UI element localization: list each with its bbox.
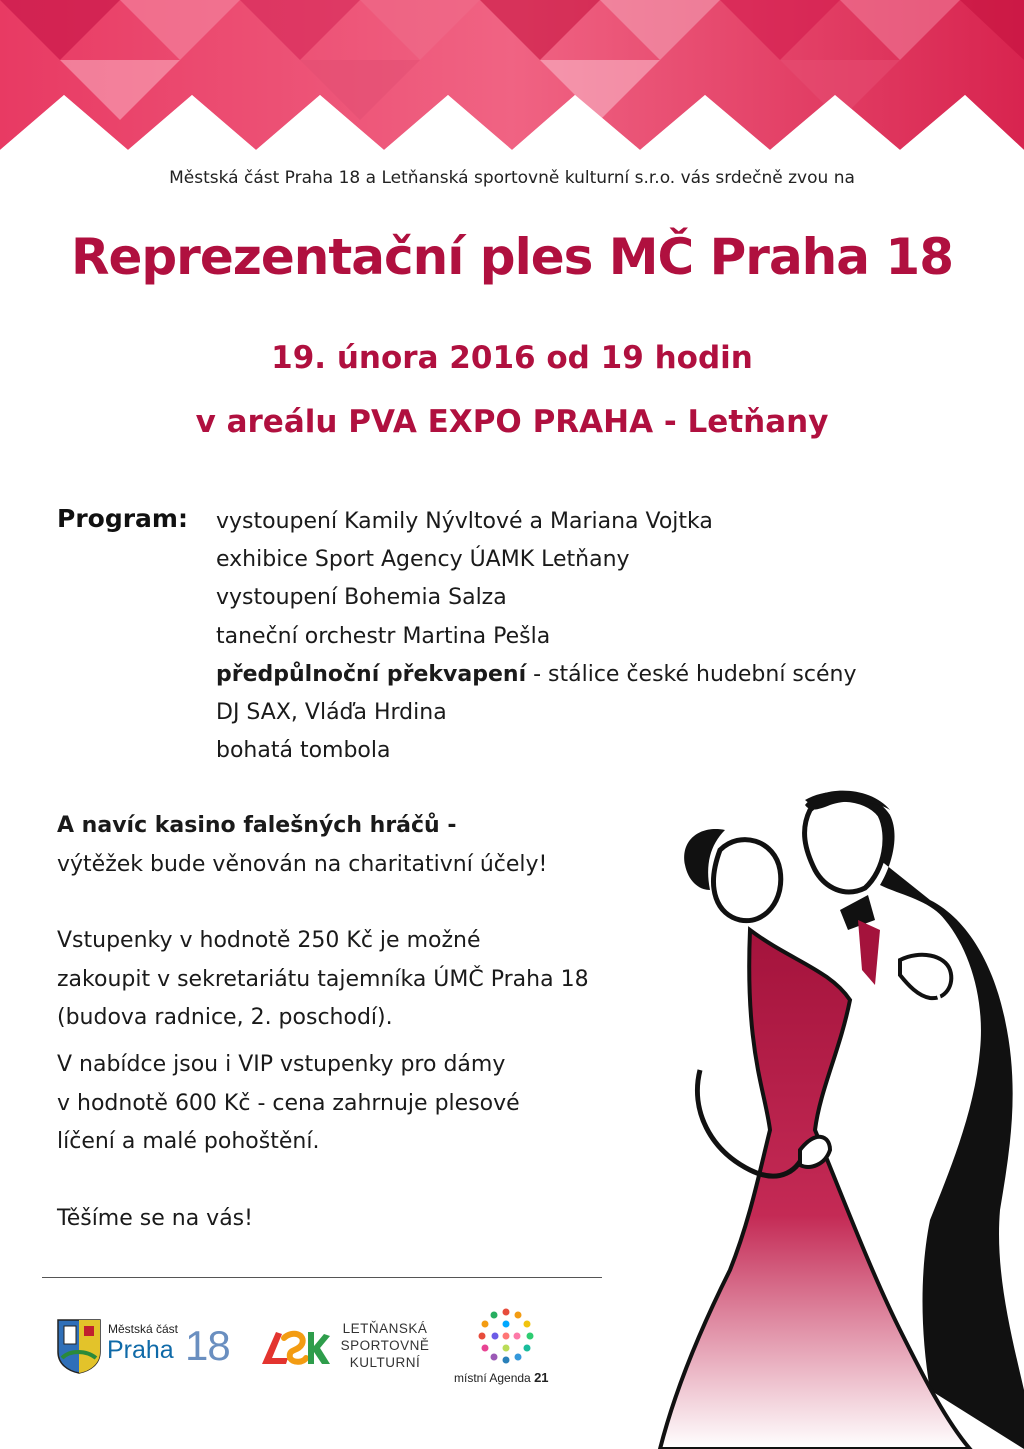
vip-line: V nabídce jsou i VIP vstupenky pro dámy [57,1052,506,1077]
program-item [216,658,857,696]
program-item: taneční orchestr Martina Pešla [216,623,551,649]
event-venue: v areálu PVA EXPO PRAHA - Letňany [195,404,829,440]
vip-line: v hodnotě 600 Kč - cena zahrnuje plesové [57,1090,520,1116]
lsk-mark-icon [258,1324,330,1372]
casino-rest: výtěžek bude věnován na charitativní účely! [57,851,548,877]
footer-divider [42,1277,602,1278]
program-item-bold: předpůlnoční překvapení [216,661,527,687]
header-triangle-pattern [0,0,1024,175]
event-title: Reprezentační ples MČ Praha 18 [70,228,954,286]
tickets-line: (budova radnice, 2. poschodí). [57,1005,393,1030]
lsk-logo [258,1320,438,1380]
tickets-line: zakoupit v sekretariátu tajemníka ÚMČ Praha 18 [57,966,589,992]
lsk-line: KULTURNÍ [349,1355,421,1370]
casino-paragraph [57,807,547,884]
vip-paragraph [57,1046,520,1162]
praha18-crest-icon [56,1318,102,1374]
vip-line: líčení a malé pohoštění. [57,1129,320,1154]
tickets-line: Vstupenky v hodnotě 250 Kč je možné [57,928,481,953]
program-list [216,505,857,772]
agenda21-label: místní Agenda [454,1371,531,1385]
agenda21-number: 21 [534,1370,549,1385]
program-item: vystoupení Kamily Nývltové a Mariana Vojtka [216,509,713,534]
tickets-paragraph [57,922,589,1038]
program-label: Program: [57,504,188,533]
program-item-rest: - stálice české hudební scény [526,661,857,687]
program-item: DJ SAX, Vláďa Hrdina [216,699,447,725]
lsk-text [340,1320,430,1371]
closing-text: Těšíme se na vás! [57,1206,253,1231]
lsk-line: SPORTOVNĚ [340,1338,430,1353]
praha18-small-text: Městská část [108,1322,179,1336]
agenda21-text [454,1370,549,1385]
praha18-logo [56,1318,236,1374]
casino-bold: A navíc kasino falešných hráčů - [57,813,457,838]
agenda21-logo [450,1306,570,1388]
dancing-couple-illustration [600,770,1024,1449]
program-item: vystoupení Bohemia Salza [216,585,507,611]
event-date: 19. února 2016 od 19 hodin [271,340,753,376]
program-item: bohatá tombola [216,738,391,764]
agenda21-dots-icon [476,1306,536,1366]
praha18-big-text: Praha [107,1336,174,1364]
praha18-number: 18 [185,1322,230,1369]
lsk-line: LETŇANSKÁ [342,1321,428,1336]
program-item: exhibice Sport Agency ÚAMK Letňany [216,547,630,573]
intro-text: Městská část Praha 18 a Letňanská sportovně kulturní s.r.o. vás srdečně zvou na [169,168,855,188]
